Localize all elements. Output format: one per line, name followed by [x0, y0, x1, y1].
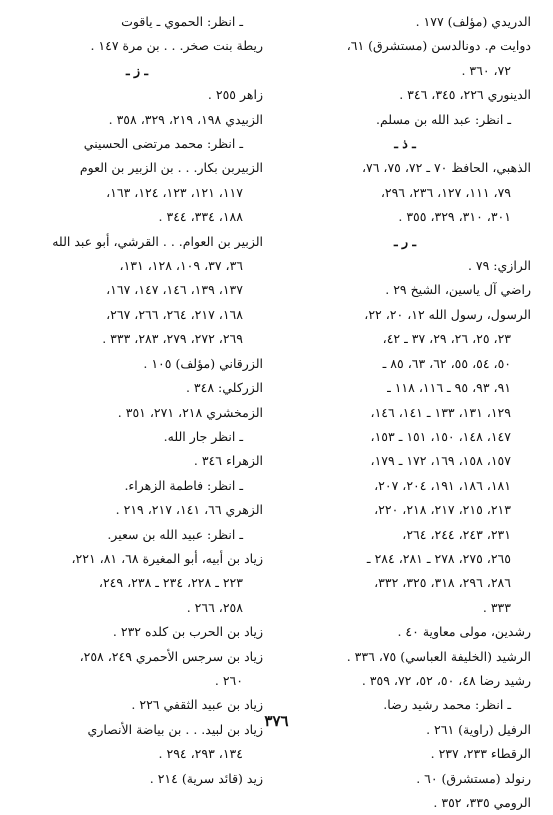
section-letter: ـ ذ ـ: [394, 136, 416, 152]
index-line: ١٦٨، ٢١٧، ٢٦٤، ٢٦٦، ٢٦٧،: [106, 306, 243, 322]
section-letter: ـ ز ـ: [125, 62, 149, 78]
index-line: ـ انظر: محمد رشيد رضا.: [383, 697, 511, 713]
index-line: الرومي ٣٣٥، ٣٥٢ .: [433, 795, 531, 810]
index-line: الزهري ٦٦، ١٤١، ٢١٧، ٢١٩ .: [115, 502, 263, 518]
index-line: ـ انظر: عبيد الله بن سعير.: [107, 526, 243, 542]
index-line: ٣٠١، ٣١٠، ٣٢٩، ٣٥٥ .: [398, 209, 511, 225]
index-line: ـ انظر: الحموي ـ ياقوت: [121, 14, 243, 29]
index-line: الرفيل (راوية) ٢٦١ .: [426, 721, 531, 737]
index-line: زياد بن عبيد الثقفي ٢٢٦ .: [131, 697, 263, 713]
index-line: الزرقاني (مؤلف) ١٠٥ .: [143, 355, 263, 371]
index-line: ١٨٨، ٣٣٤، ٣٤٤ .: [158, 209, 243, 225]
index-line: زيد (قائد سرية) ٢١٤ .: [149, 770, 263, 786]
index-line: الزبير بن العوام. . . القرشي، أبو عبد الله: [52, 233, 263, 249]
index-line: ـ انظر: عبد الله بن مسلم.: [375, 111, 511, 127]
index-line: زياد بن لبيد. . . بن بياضة الأنصاري: [87, 721, 263, 737]
index-line: ١٣٤، ٢٩٣، ٢٩٤ .: [158, 746, 243, 762]
index-line: ٢٣١، ٢٤٣، ٢٤٤، ٢٦٤،: [402, 526, 511, 542]
index-line: رشيد رضا ٤٨، ٥٠، ٥٢، ٧٢، ٣٥٩ .: [361, 672, 531, 688]
index-line: ٢٢٣ ـ ٢٢٨، ٢٣٤ ـ ٢٣٨، ٢٤٩،: [98, 575, 243, 591]
index-line: الدينوري ٢٢٦، ٣٤٥، ٣٤٦ .: [399, 87, 531, 103]
index-line: الزمخشري ٢١٨، ٢٧١، ٣٥١ .: [117, 404, 263, 420]
index-line: زياد بن أبيه، أبو المغيرة ٦٨، ٨١، ٢٢١،: [71, 550, 263, 566]
index-line: ٢٦٥، ٢٧٥، ٢٧٨ ـ ٢٨١، ٢٨٤ ـ: [366, 550, 511, 566]
index-line: الرشيد (الخليفة العباسي) ٧٥، ٣٣٦ .: [346, 648, 531, 664]
index-line: رنولد (مستشرق) ٦٠ .: [416, 770, 531, 786]
index-line: الدريدي (مؤلف) ١٧٧ .: [415, 14, 531, 29]
index-line: الزركلي: ٣٤٨ .: [185, 380, 263, 396]
index-line: ـ انظر جار الله.: [163, 428, 243, 444]
index-line: ٥٠، ٥٤، ٥٥، ٦٢، ٦٣، ٨٥ ـ: [382, 355, 511, 371]
index-line: الزهراء ٣٤٦ .: [193, 453, 263, 469]
index-line: الرازي: ٧٩ .: [467, 258, 531, 274]
index-line: ريطة بنت صخر. . . بن مرة ١٤٧ .: [90, 38, 263, 54]
index-line: ٢٥٨، ٢٦٦ .: [186, 599, 243, 615]
index-line: دوايت م. دونالدسن (مستشرق) ٦١،: [346, 38, 531, 54]
index-line: ٢٦٩، ٢٧٢، ٢٧٩، ٢٨٣، ٣٣٣ .: [102, 331, 243, 347]
index-line: ٣٣٣ .: [482, 599, 511, 615]
index-line: ٩١، ٩٣، ٩٥ ـ ١١٦، ١١٨ ـ: [387, 380, 511, 396]
index-line: ـ انظر: محمد مرتضى الحسيني: [83, 136, 243, 152]
index-line: ١٨١، ١٨٦، ١٩١، ٢٠٤، ٢٠٧،: [374, 477, 511, 493]
index-column-right: [279, 10, 531, 815]
index-line: زاهر ٢٥٥ .: [207, 87, 263, 103]
index-line: الرسول، رسول الله ١٢، ٢٠، ٢٢،: [364, 306, 531, 322]
index-line: رشدين، مولى معاوية ٤٠ .: [397, 624, 531, 640]
page-number: ٣٧٦: [264, 712, 289, 730]
index-line: زياد بن الحرب بن كلده ٢٣٢ .: [112, 624, 263, 640]
index-line: راضي آل ياسين، الشيخ ٢٩ .: [385, 282, 531, 298]
index-line: الزبيدي ١٩٨، ٢١٩، ٣٢٩، ٣٥٨ .: [108, 111, 263, 127]
index-line: ٢٣، ٢٥، ٢٦، ٢٩، ٣٧ ـ ٤٢،: [382, 331, 511, 347]
index-line: ١٤٧، ١٤٨، ١٥٠، ١٥١ ـ ١٥٣،: [370, 428, 511, 444]
index-line: ١٣٧، ١٣٩، ١٤٦، ١٤٧، ١٦٧،: [106, 282, 243, 298]
index-line: زياد بن سرجس الأحمري ٢٤٩، ٢٥٨،: [79, 648, 263, 664]
index-column-left: [11, 10, 263, 791]
index-line: ٢٦٠ .: [214, 672, 243, 688]
index-line: الزبيربن بكار. . . بن الزبير بن العوم: [79, 160, 263, 176]
index-line: ١١٧، ١٢١، ١٢٣، ١٢٤، ١٦٣،: [106, 184, 243, 200]
index-line: ـ انظر: فاطمة الزهراء.: [124, 477, 243, 493]
index-line: ٧٩، ١١١، ١٢٧، ٢٣٦، ٢٩٦،: [380, 184, 511, 200]
index-line: ٢١٣، ٢١٥، ٢١٧، ٢١٨، ٢٢٠،: [374, 502, 511, 518]
index-line: ١٥٧، ١٥٨، ١٦٩، ١٧٢ ـ ١٧٩،: [370, 453, 511, 469]
index-line: الرقطاء ٢٣٣، ٢٣٧ .: [430, 746, 531, 762]
index-line: ١٢٩، ١٣١، ١٣٣ ـ ١٤١، ١٤٦،: [370, 404, 511, 420]
index-line: ٢٨٦، ٢٩٦، ٣١٨، ٣٢٥، ٣٣٢،: [374, 575, 511, 591]
section-letter: ـ ر ـ: [393, 233, 417, 249]
index-line: ٣٦، ٣٧، ١٠٩، ١٢٨، ١٣١،: [119, 258, 243, 274]
index-line: ٧٢، ٣٦٠ .: [461, 62, 511, 78]
index-line: الذهبي، الحافظ ٧٠ ـ ٧٢، ٧٥، ٧٦،: [361, 160, 531, 176]
